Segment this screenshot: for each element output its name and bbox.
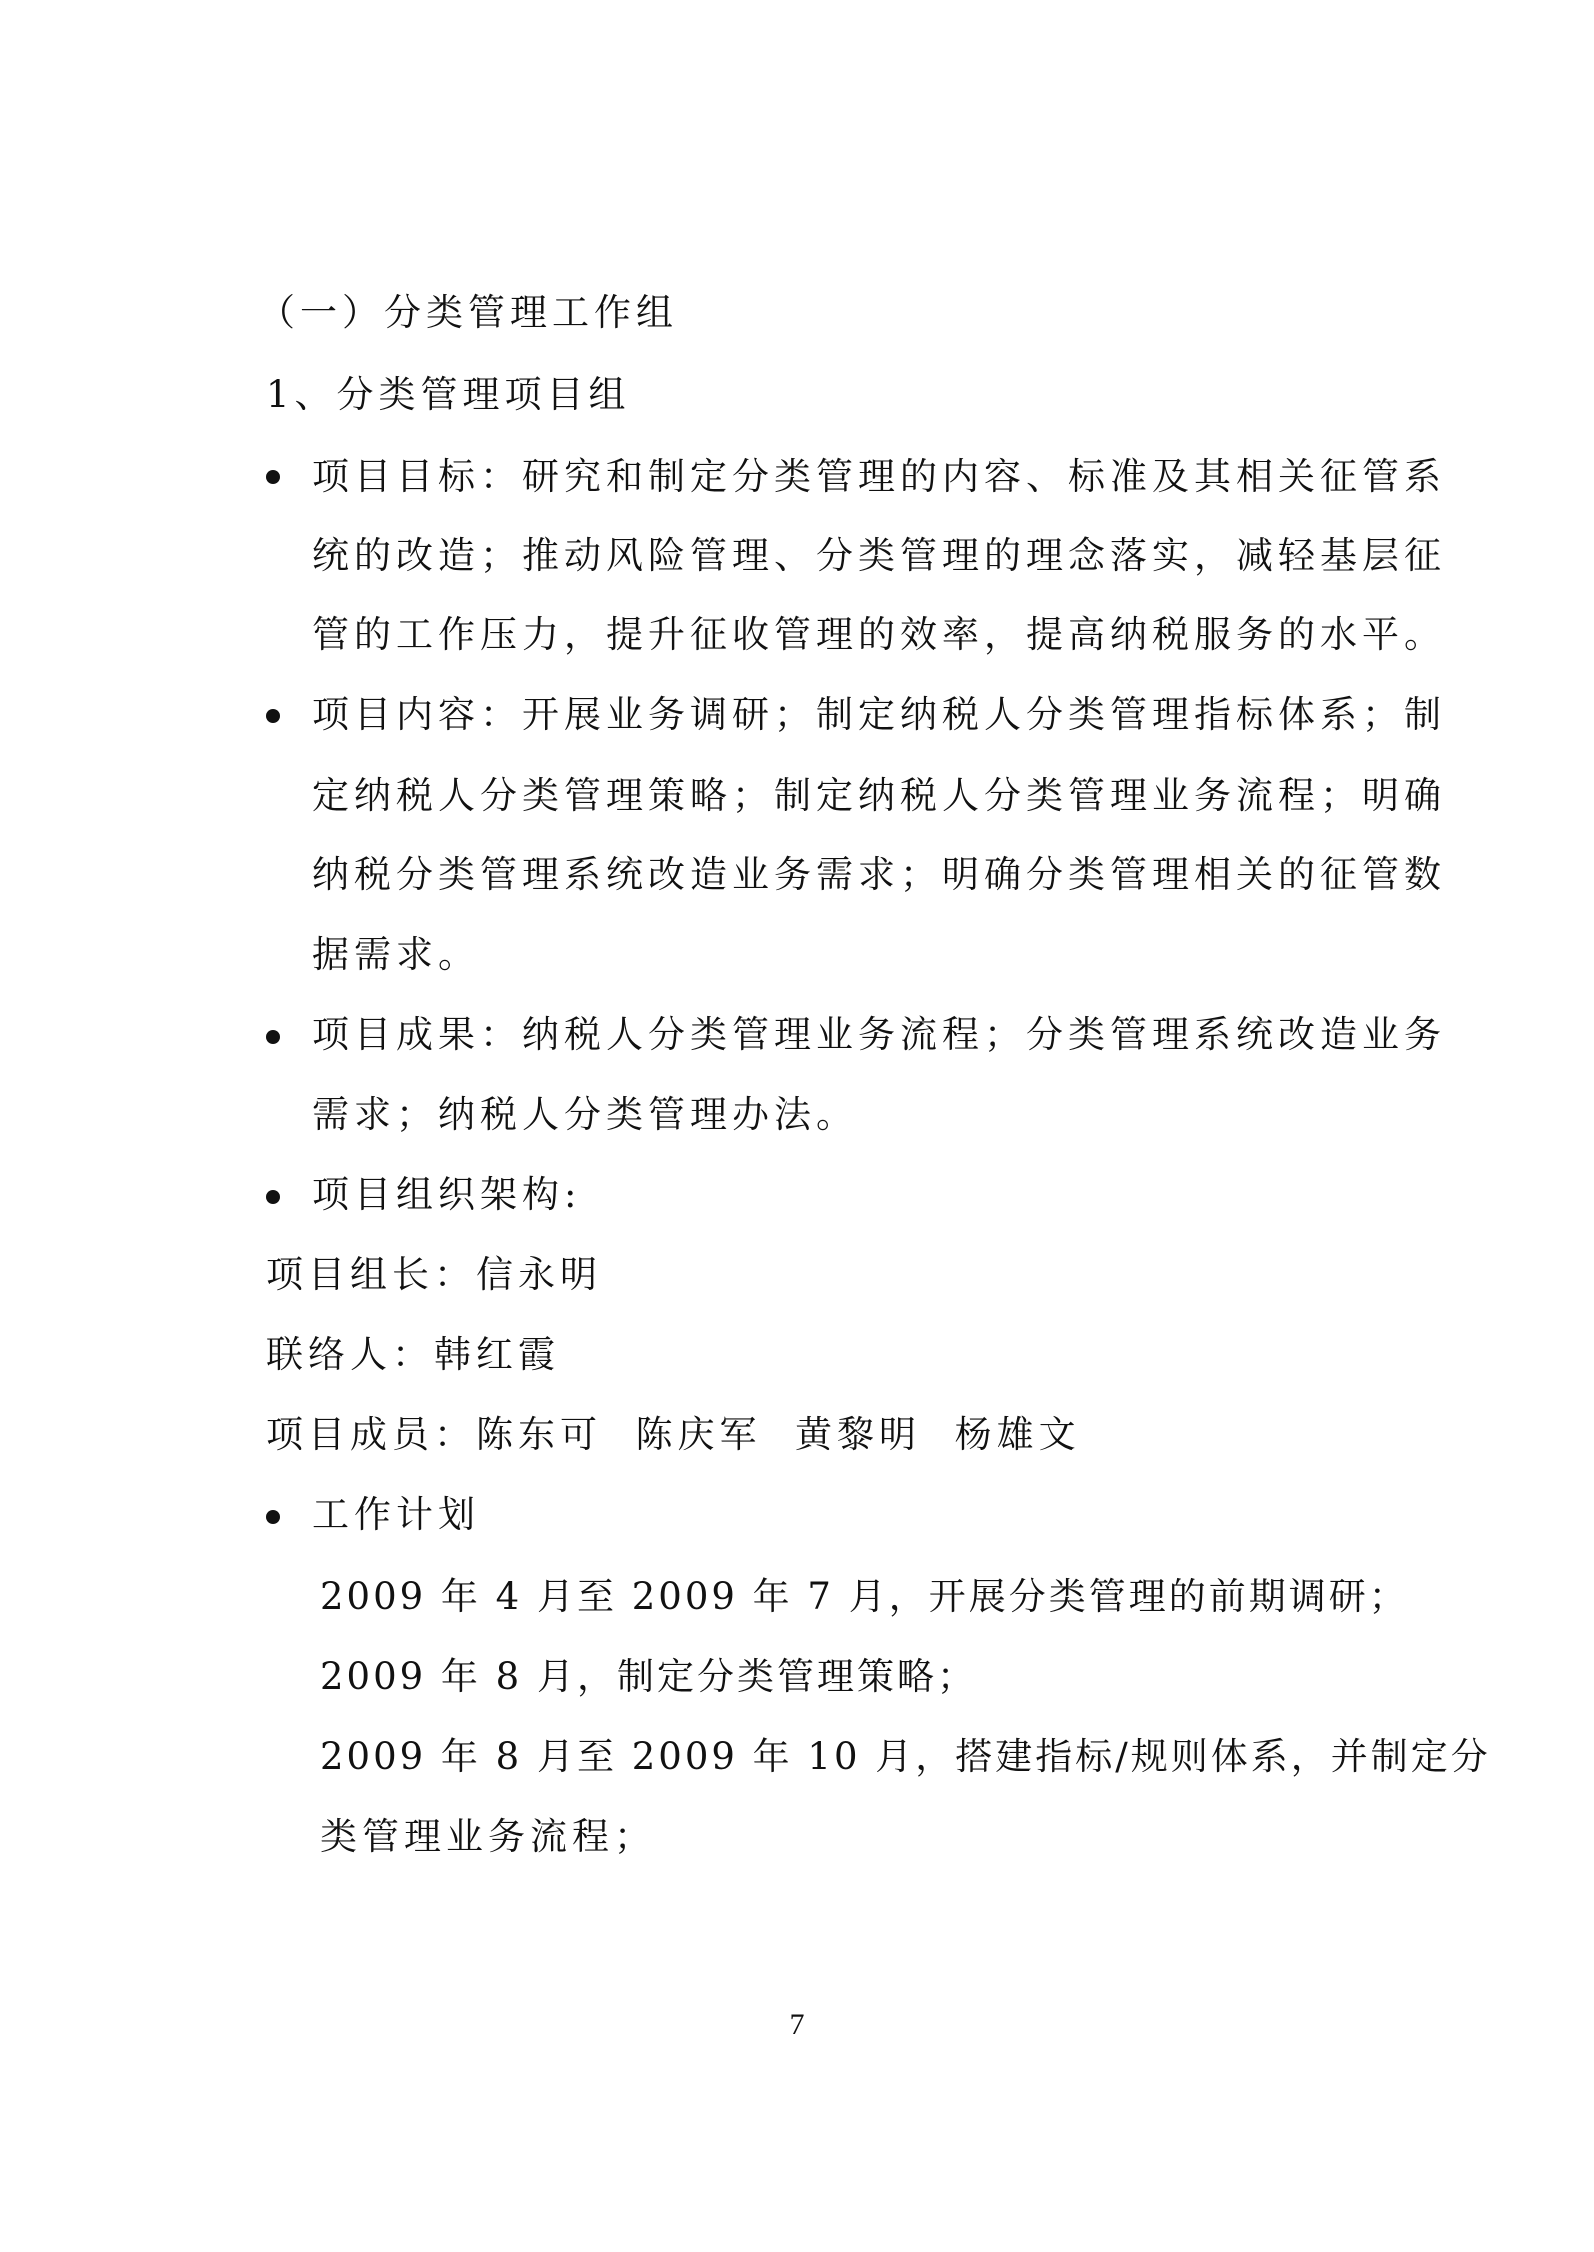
content-line-1: 项目内容：开展业务调研；制定纳税人分类管理指标体系；制 bbox=[312, 693, 1446, 736]
plan-item-3-line-2: 类管理业务流程； bbox=[320, 1815, 656, 1858]
bullet-goal bbox=[266, 470, 280, 484]
plan-item-2: 2009 年 8 月，制定分类管理策略； bbox=[320, 1655, 977, 1698]
page-number: 7 bbox=[789, 2008, 805, 2041]
plan-item-1: 2009 年 4 月至 2009 年 7 月，开展分类管理的前期调研； bbox=[320, 1575, 1409, 1618]
bullet-results bbox=[266, 1030, 280, 1044]
content-line-2: 定纳税人分类管理策略；制定纳税人分类管理业务流程；明确 bbox=[312, 774, 1446, 817]
bullet-plan bbox=[266, 1510, 280, 1524]
plan-item-3-line-1: 2009 年 8 月至 2009 年 10 月，搭建指标/规则体系，并制定分 bbox=[320, 1735, 1491, 1778]
goal-line-2: 统的改造；推动风险管理、分类管理的理念落实，减轻基层征 bbox=[312, 534, 1446, 577]
section-heading: （一）分类管理工作组 bbox=[258, 291, 678, 334]
results-line-1: 项目成果：纳税人分类管理业务流程；分类管理系统改造业务 bbox=[312, 1013, 1446, 1056]
plan-title: 工作计划 bbox=[312, 1493, 480, 1536]
content-line-3: 纳税分类管理系统改造业务需求；明确分类管理相关的征管数 bbox=[312, 853, 1446, 896]
org-title: 项目组织架构: bbox=[312, 1173, 582, 1216]
bullet-org bbox=[266, 1190, 280, 1204]
goal-line-3: 管的工作压力，提升征收管理的效率，提高纳税服务的水平。 bbox=[312, 613, 1446, 656]
contact-person: 联络人：韩红霞 bbox=[266, 1333, 560, 1376]
results-line-2: 需求；纳税人分类管理办法。 bbox=[312, 1093, 858, 1136]
project-leader: 项目组长：信永明 bbox=[266, 1253, 602, 1296]
subsection-heading: 1、分类管理项目组 bbox=[266, 373, 631, 416]
content-line-4: 据需求。 bbox=[312, 933, 480, 976]
bullet-content bbox=[266, 709, 280, 723]
goal-line-1: 项目目标：研究和制定分类管理的内容、标准及其相关征管系 bbox=[312, 455, 1446, 498]
project-members: 项目成员：陈东可 陈庆军 黄黎明 杨雄文 bbox=[266, 1413, 1081, 1456]
